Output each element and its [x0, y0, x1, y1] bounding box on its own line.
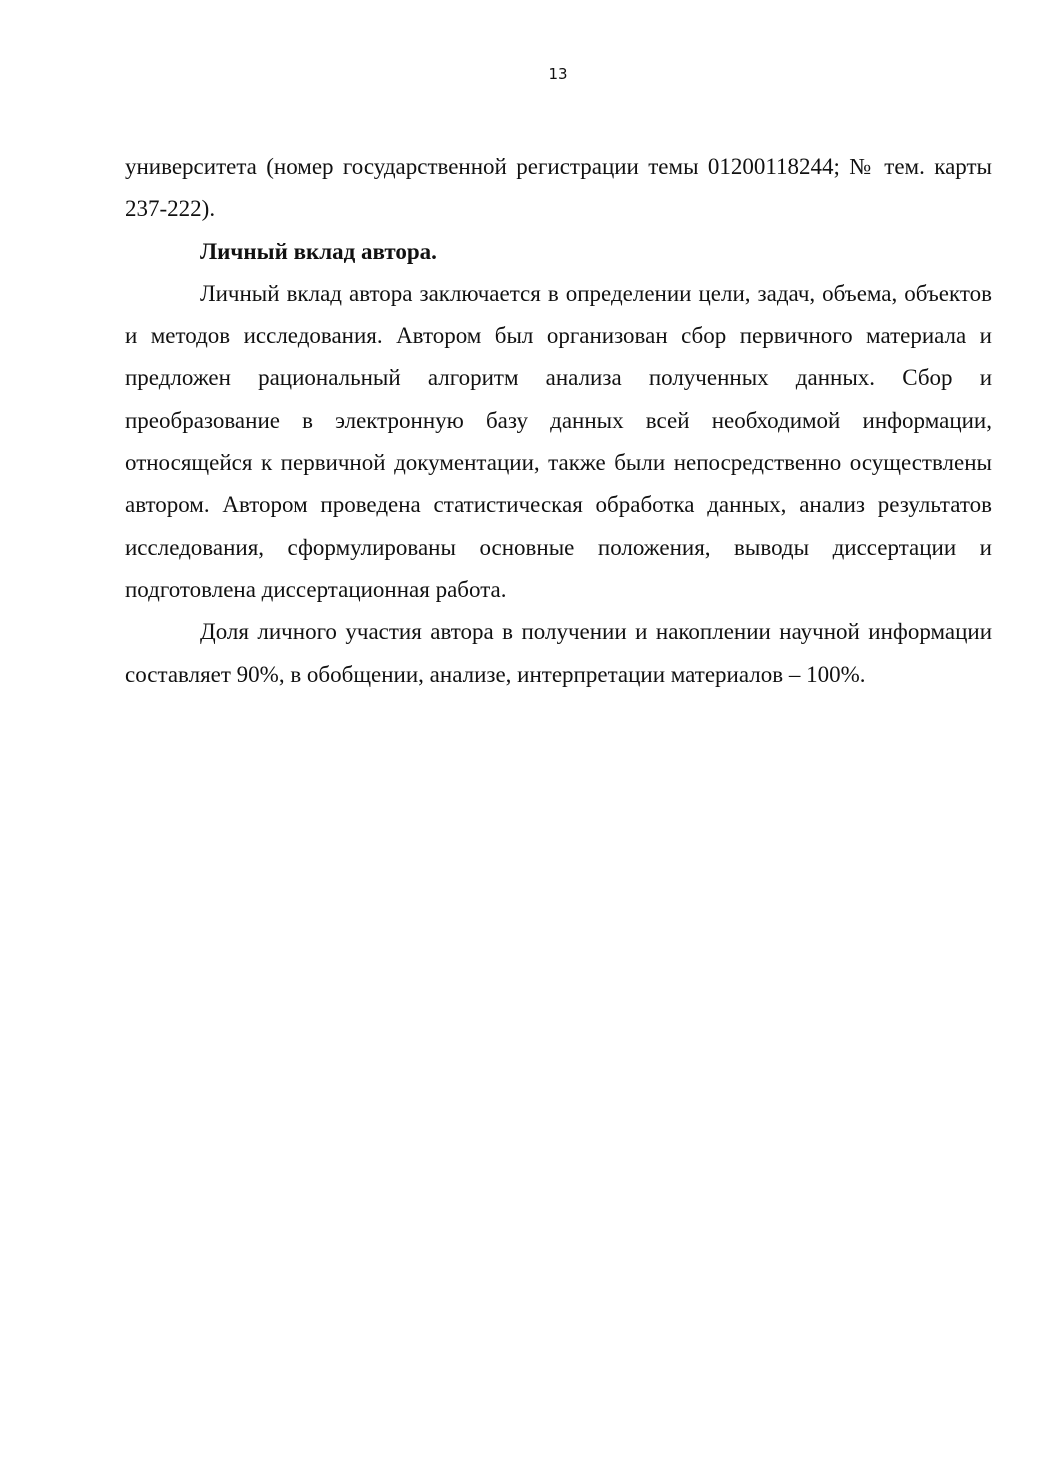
document-body — [125, 146, 992, 696]
section-heading: Личный вклад автора. — [200, 238, 437, 264]
participation-share-paragraph: Доля личного участия автора в получении и накоплении научной информации составляет 90%, в обобщении, анализе, интерпретации материалов – 100%. — [125, 619, 992, 687]
page-number: 13 — [548, 65, 568, 83]
continuation-paragraph: университета (номер государственной регистрации темы 01200118244; № тем. карты 237-222). — [125, 154, 992, 222]
personal-contribution-paragraph: Личный вклад автора заключается в определении цели, задач, объема, объектов и методов исследования. Автором был организован сбор первичного материала и предложен рациональный алгоритм анализа полученных данных. Сбор и преобразование в электронную базу данных всей необходимой информации, относящейся к первичной документации, также были непосредственно осуществлены автором. Автором проведена статистическая обработка данных, анализ результатов исследования, сформулированы основные положения, выводы диссертации и подготовлена диссертационная работа. — [125, 280, 992, 602]
